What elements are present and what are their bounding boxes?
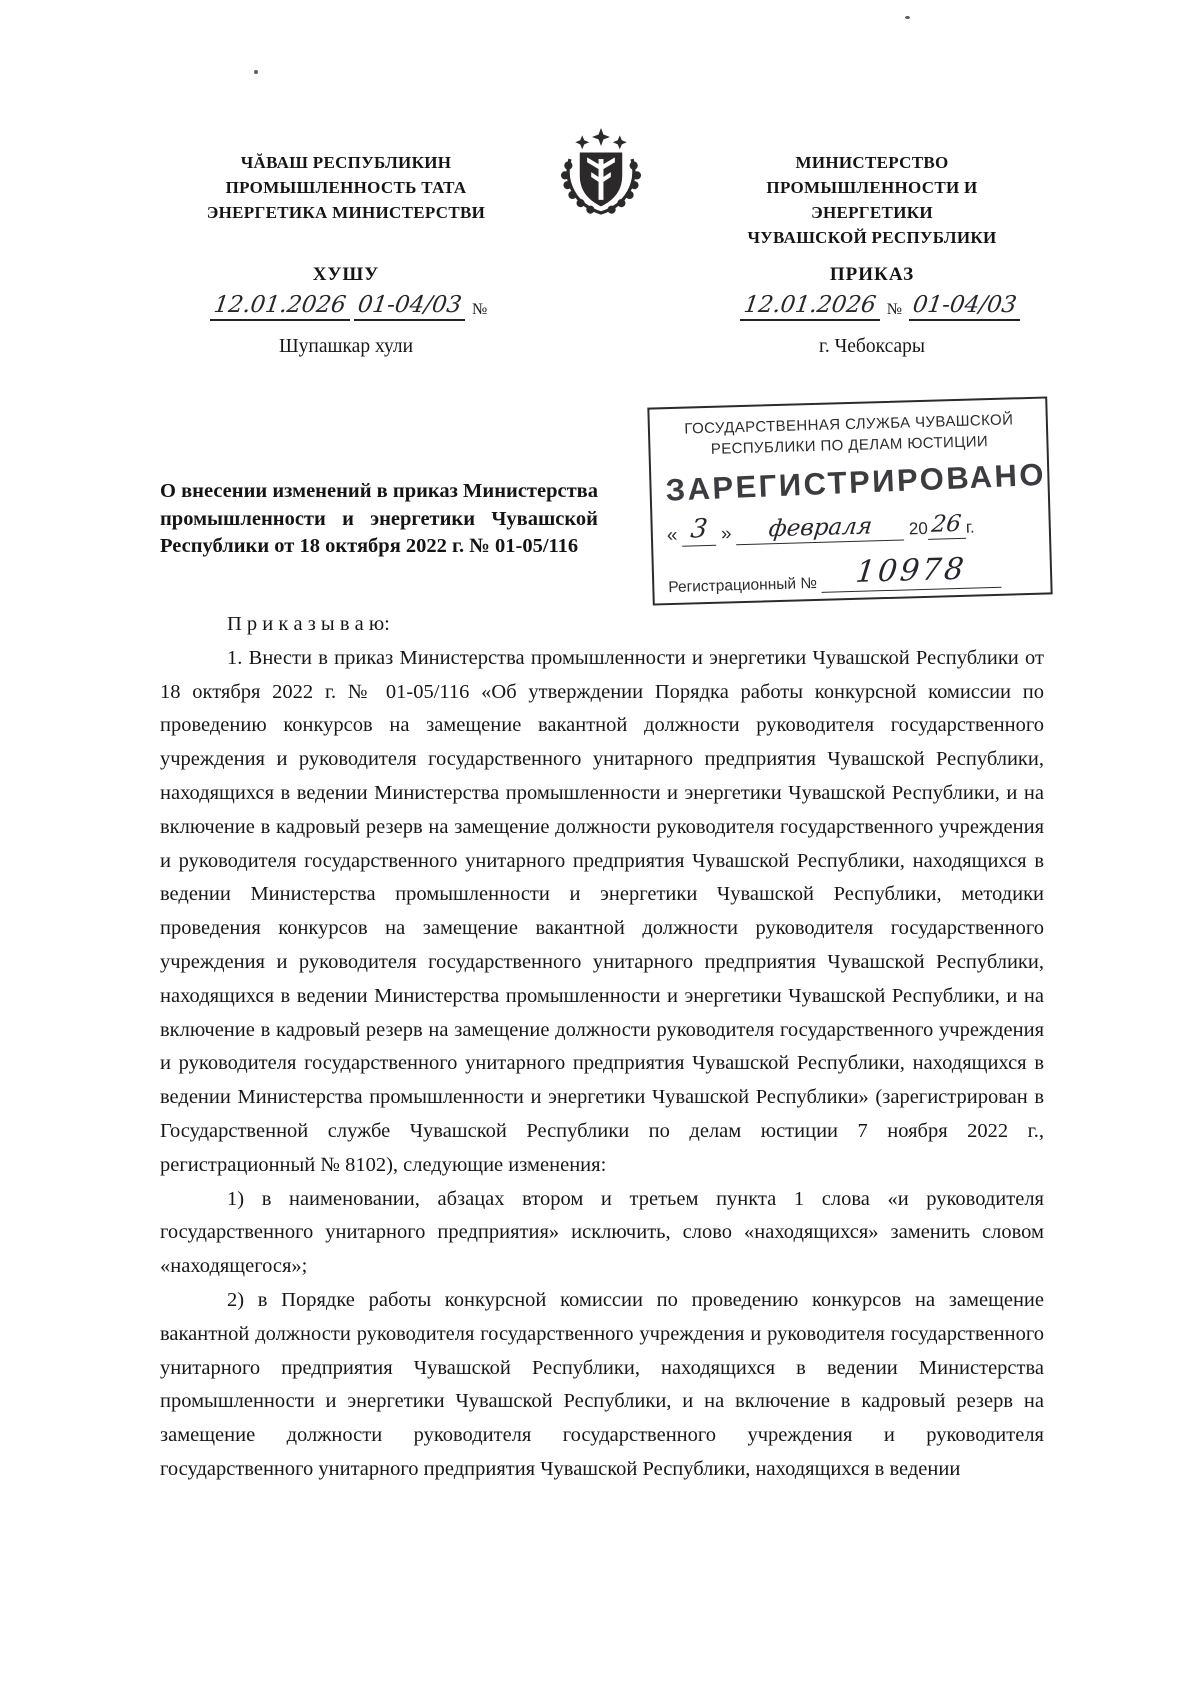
quote-open: «: [666, 524, 678, 547]
year-prefix: 20: [908, 518, 929, 539]
registration-number-blank: [821, 551, 1002, 593]
day-blank: [682, 514, 717, 547]
place-chuvash: Шупашкар хули: [278, 336, 414, 357]
number-blank: [354, 292, 465, 321]
registration-stamp: [647, 396, 1052, 605]
number-blank: [909, 292, 1020, 321]
handwritten-date: 12.01.2026: [742, 292, 878, 318]
doc-type-chuvash: ХУШУ: [312, 264, 380, 285]
stamp-registered-text: ЗАРЕГИСТРИРОВАНО: [664, 456, 1047, 508]
place-russian: г. Чебоксары: [819, 336, 925, 357]
order-opening: П р и к а з ы в а ю:: [227, 613, 390, 635]
number-sign: №: [472, 301, 488, 318]
stamp-date-line: [666, 505, 1037, 547]
date-blank: [210, 292, 350, 321]
scan-artifact: [905, 16, 910, 19]
org-line: ЧУВАШСКОЙ РЕСПУБЛИКИ: [747, 228, 997, 247]
org-line: ПРОМЫШЛЕННОСТИ И: [766, 178, 978, 197]
handwritten-date: 12.01.2026: [212, 292, 348, 318]
handwritten-month: февраля: [766, 513, 874, 543]
registration-number-label: Регистрационный №: [668, 574, 818, 597]
org-line: МИНИСТЕРСТВО: [795, 153, 949, 172]
handwritten-number: 01-04/03: [911, 292, 1019, 318]
stamp-agency: [664, 409, 1035, 461]
date-number-line-left: [210, 292, 530, 330]
stamp-agency-line: РЕСПУБЛИКИ ПО ДЕЛАМ ЮСТИЦИИ: [710, 433, 989, 458]
body-paragraph: 1) в наименовании, абзацах втором и третьем пункта 1 слова «и руководителя государственного унитарного предприятия» исключить, слово «находящихся» заменить словом «находящегося»;: [160, 1187, 1044, 1278]
month-blank: [736, 513, 905, 546]
org-name-russian: [714, 150, 1030, 250]
quote-close: »: [720, 523, 732, 545]
stamp-agency-line: ГОСУДАРСТВЕННАЯ СЛУЖБА ЧУВАШСКОЙ: [684, 411, 1014, 438]
date-blank: [740, 292, 880, 321]
date-number-line-right: [740, 292, 1060, 330]
org-name-chuvash: [196, 150, 496, 225]
handwritten-year: 26: [930, 510, 963, 538]
number-sign: №: [886, 301, 902, 318]
year-suffix: г.: [965, 517, 975, 537]
handwritten-day: 3: [689, 513, 709, 545]
org-line: ЭНЕРГЕТИКИ: [811, 203, 933, 222]
handwritten-number: 01-04/03: [355, 292, 463, 318]
stamp-registration-number-line: [668, 550, 1039, 597]
coat-of-arms-icon: [552, 124, 650, 230]
document-subject: О внесении изменений в приказ Министерства промышленности и энергетики Чувашской Республики от 18 октября 2022 г. № 01-05/116: [160, 480, 598, 557]
org-line: ЭНЕРГЕТИКА МИНИСТЕРСТВИ: [206, 203, 486, 222]
body-paragraph: 2) в Порядке работы конкурсной комиссии по проведению конкурсов на замещение вакантной должности руководителя государственного учреждения и руководителя государственного унитарного предприятия Чувашской Республики, находящихся в ведении Министерства промышленности и энергетики Чувашской Республики, и на включение в кадровый резерв на замещение должности руководителя государственного учреждения и руководителя государственного унитарного предприятия Чувашской Республики, находящихся в ведении: [160, 1288, 1044, 1480]
handwritten-registration-number: 10978: [853, 551, 969, 590]
org-line: ПРОМЫШЛЕННОСТЬ ТАТА: [225, 178, 467, 197]
year-blank: [927, 511, 966, 540]
scan-artifact: [254, 70, 258, 74]
document-body: [160, 608, 1044, 1487]
org-line: ЧĂВАШ РЕСПУБЛИКИН: [240, 153, 452, 172]
body-paragraph: 1. Внести в приказ Министерства промышленности и энергетики Чувашской Республики от 18 октября 2022 г. № 01-05/116 «Об утверждении Порядка работы конкурсной комиссии по проведению конкурсов на замещение вакантной должности руководителя государственного учреждения и руководителя государственного унитарного предприятия Чувашской Республики, находящихся в ведении Министерства промышленности и энергетики Чувашской Республики, и на включение в кадровый резерв на замещение должности руководителя государственного учреждения и руководителя государственного унитарного предприятия Чувашской Республики, находящихся в ведении Министерства промышленности и энергетики Чувашской Республики, методики проведения конкурсов на замещение вакантной должности руководителя государственного учреждения и руководителя государственного унитарного предприятия Чувашской Республики, находящихся в ведении Министерства промышленности и энергетики Чувашской Республики, и на включение в кадровый резерв на замещение должности руководителя государственного учреждения и руководителя государственного унитарного предприятия Чувашской Республики, находящихся в ведении Министерства промышленности и энергетики Чувашской Республики» (зарегистрирован в Государственной службе Чувашской Республики по делам юстиции 7 ноября 2022 г., регистрационный № 8102), следующие изменения:: [160, 646, 1044, 1176]
doc-type-russian: ПРИКАЗ: [829, 264, 915, 285]
